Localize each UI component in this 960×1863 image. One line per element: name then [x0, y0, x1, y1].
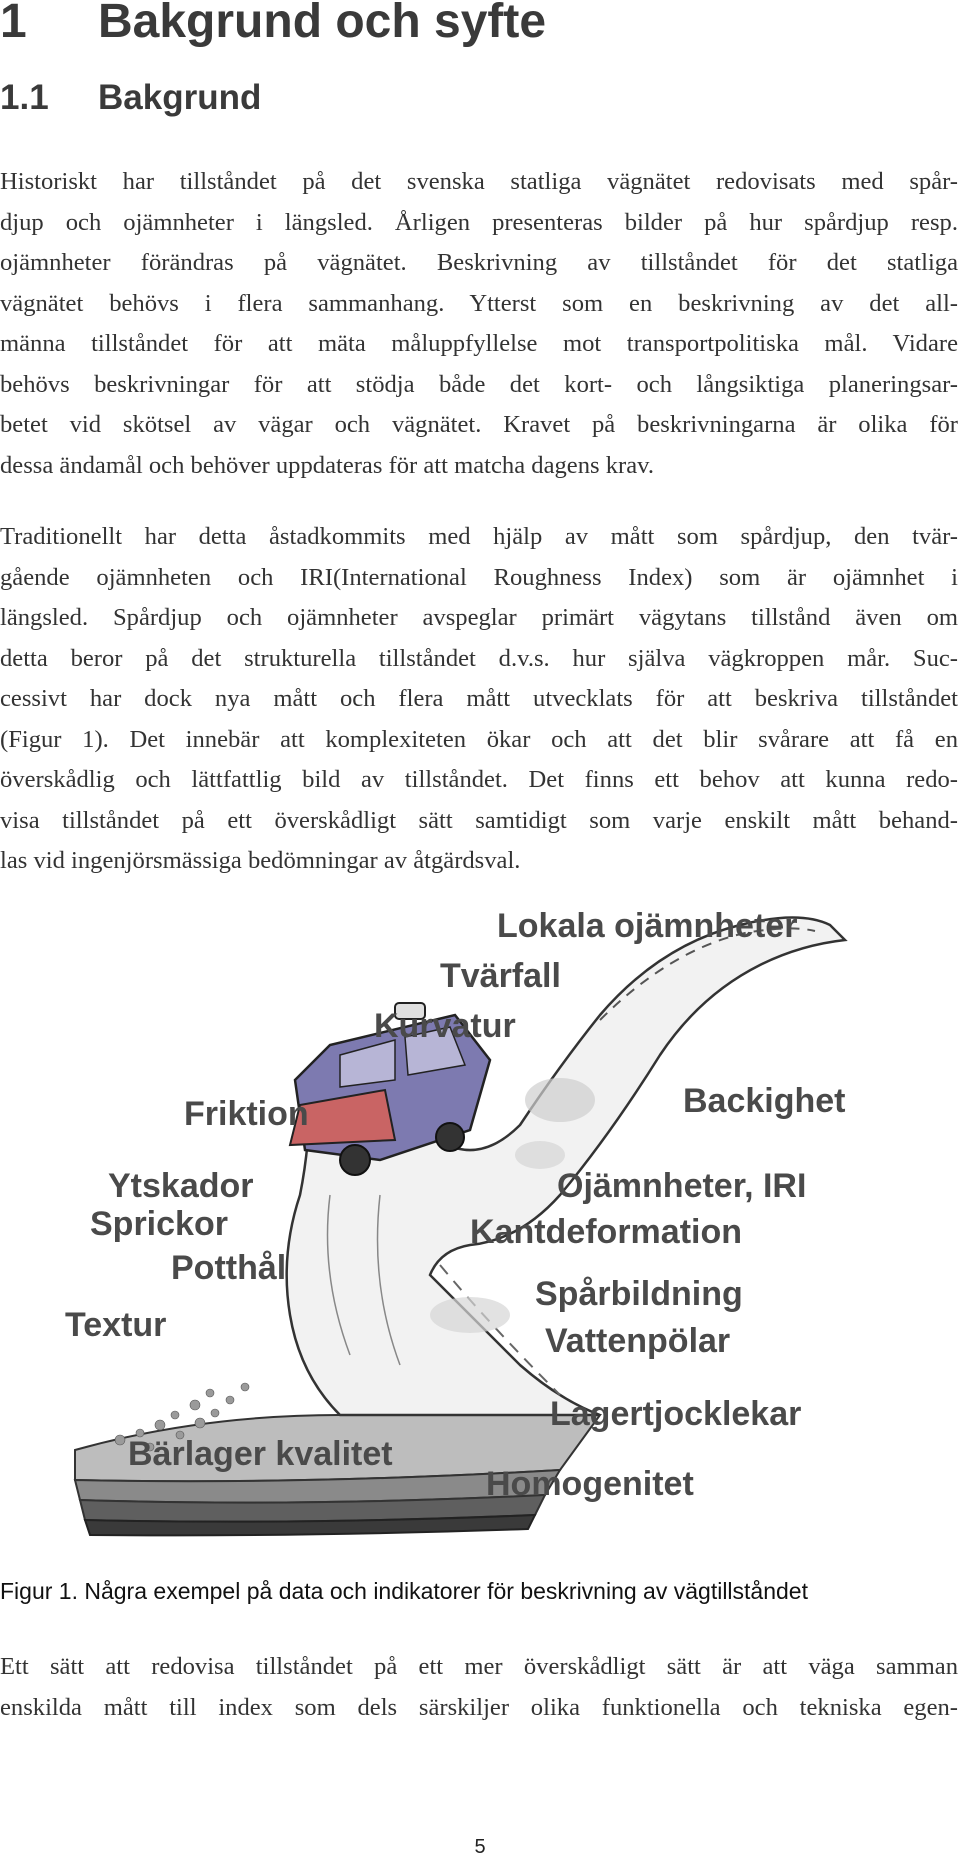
text-line: behövs beskrivningar för att stödja både det kort- och långsiktiga planeringsar-: [0, 370, 958, 398]
figure-caption: Figur 1. Några exempel på data och indikatorer för beskrivning av vägtillståndet: [0, 1578, 808, 1604]
text-line: vägnätet behövs i flera sammanhang. Ytterst som en beskrivning av det all-: [0, 289, 958, 317]
text-line: dessa ändamål och behöver uppdateras för att matcha dagens krav.: [0, 451, 654, 479]
label-backighet: Backighet: [683, 1082, 846, 1120]
chapter-number: 1: [0, 0, 27, 48]
section-heading: [0, 78, 261, 118]
text-line: cessivt har dock nya mått och flera mått utvecklats för att beskriva tillståndet: [0, 685, 958, 712]
label-kurvatur: Kurvatur: [374, 1007, 516, 1045]
label-lagertjocklekar: Lagertjocklekar: [550, 1395, 802, 1433]
label-textur: Textur: [65, 1306, 167, 1344]
label-homogenitet: Homogenitet: [486, 1465, 694, 1503]
label-tvarfall: Tvärfall: [440, 957, 561, 995]
label-vattenpolar: Vattenpölar: [545, 1322, 731, 1360]
label-friktion: Friktion: [184, 1095, 309, 1133]
text-line: enskilda mått till index som dels särskiljer olika funktionella och tekniska egen-: [0, 1693, 958, 1721]
text-line: betet vid skötsel av vägar och vägnätet. Kravet på beskrivningarna är olika för: [0, 411, 958, 438]
label-sparbildning: Spårbildning: [535, 1275, 743, 1313]
text-line: Traditionellt har detta åstadkommits med hjälp av mått som spårdjup, den tvär-: [0, 523, 958, 550]
label-lokala-ojamnheter: Lokala ojämnheter: [497, 907, 798, 945]
text-line: gående ojämnheten och IRI(International Roughness Index) som är ojämnhet i: [0, 563, 958, 591]
text-line: Ett sätt att redovisa tillståndet på ett mer överskådligt sätt är att väga samman: [0, 1653, 958, 1680]
text-line: djup och ojämnheter i längsled. Årligen presenteras bilder på hur spårdjup resp.: [0, 208, 958, 236]
label-barlager-kvalitet: Bärlager kvalitet: [128, 1435, 393, 1473]
text-line: ojämnheter förändras på vägnätet. Beskrivning av tillståndet för det statliga: [0, 249, 958, 276]
page-number: 5: [474, 1836, 486, 1858]
label-potthal: Potthål: [171, 1249, 287, 1287]
label-sprickor: Sprickor: [90, 1205, 228, 1243]
text-line: männa tillståndet för att mäta måluppfyllelse mot transportpolitiska mål. Vidare: [0, 330, 958, 357]
text-line: överskådlig och lättfattlig bild av tillståndet. Det finns ett behov att kunna redo-: [0, 766, 958, 793]
section-number: 1.1: [0, 78, 49, 117]
text-line: längsled. Spårdjup och ojämnheter avspeglar primärt vägytans tillstånd även om: [0, 604, 958, 631]
paragraph-traditional-measures: [0, 517, 958, 882]
text-line: detta beror på det strukturella tillståndet d.v.s. hur själva vägkroppen mår. Suc-: [0, 644, 958, 672]
section-title: Bakgrund: [98, 78, 262, 117]
paragraph-background: [0, 162, 958, 486]
road-condition-figure: [0, 895, 960, 1575]
text-line: (Figur 1). Det innebär att komplexiteten ökar och att det blir svårare att få en: [0, 725, 958, 753]
text-line: las vid ingenjörsmässiga bedömningar av åtgärdsval.: [0, 847, 521, 874]
label-ojamnheter-iri: Ojämnheter, IRI: [557, 1167, 807, 1205]
chapter-heading: [0, 0, 546, 49]
paragraph-index: [0, 1647, 958, 1728]
label-ytskador: Ytskador: [108, 1167, 254, 1205]
text-line: Historiskt har tillståndet på det svenska statliga vägnätet redovisats med spår-: [0, 168, 958, 195]
text-line: visa tillståndet på ett överskådligt sätt samtidigt som varje enskilt mått behand-: [0, 806, 958, 834]
label-kantdeformation: Kantdeformation: [470, 1213, 742, 1251]
chapter-title: Bakgrund och syfte: [98, 0, 547, 48]
